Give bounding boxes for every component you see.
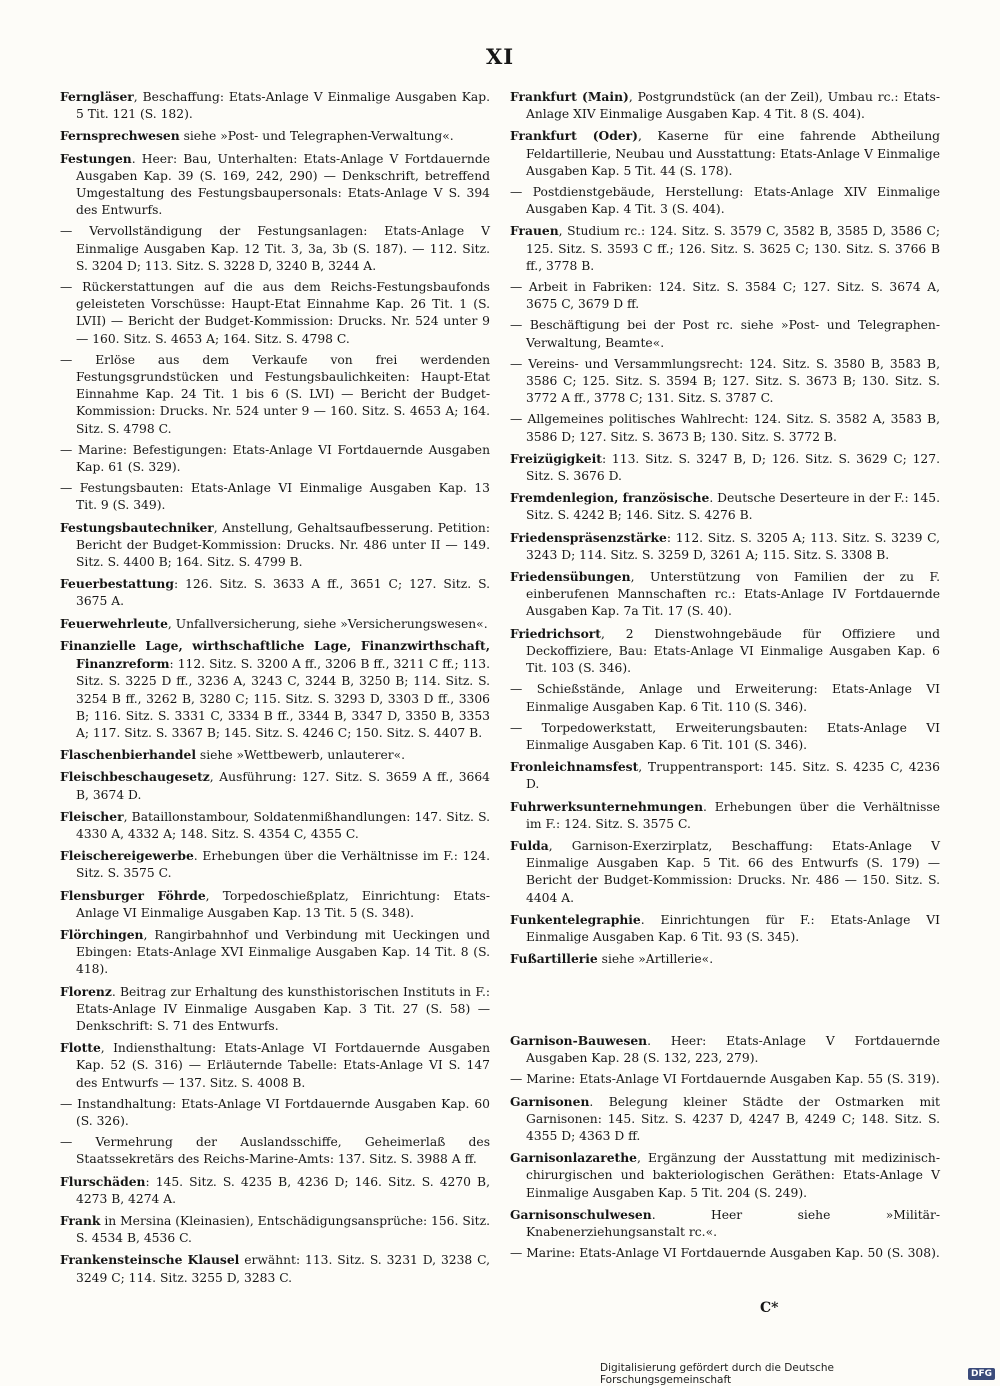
entry-text: — Marine: Etats-Anlage VI Fortdauernde Ausgaben Kap. 50 (S. 308). bbox=[510, 1246, 940, 1261]
entry-headword: Flaschenbierhandel bbox=[60, 747, 196, 763]
entry-text: — Marine: Etats-Anlage VI Fortdauernde Ausgaben Kap. 55 (S. 319). bbox=[510, 1072, 940, 1087]
entry-text: . Einrichtungen für F.: Etats-Anlage VI Einmalige Ausgaben Kap. 6 Tit. 93 (S. 345). bbox=[526, 912, 940, 944]
entry-text: , Indiensthaltung: Etats-Anlage VI Fortdauernde Ausgaben Kap. 52 (S. 316) — Erläuternde Tabelle: Etats-Anlage VI S. 147 des Entwurfs — 137. Sitz. S. 4008 B. bbox=[76, 1041, 490, 1090]
index-entry bbox=[60, 637, 490, 742]
entry-headword: Feuerbestattung bbox=[60, 576, 174, 592]
index-entry bbox=[60, 926, 490, 979]
entry-headword: Frankensteinsche Klausel bbox=[60, 1252, 240, 1268]
index-entry bbox=[510, 1149, 940, 1202]
entry-text: . Heer: Bau, Unterhalten: Etats-Anlage V Fortdauernde Ausgaben Kap. 39 (S. 169, 242, 290) — Denkschrift, betreffend Umgestaltung des Festungsbaupersonals: Etats-Anlage V S. 394 des Entwurfs. bbox=[76, 151, 490, 218]
entry-text: , Truppentransport: 145. Sitz. S. 4235 C, 4236 D. bbox=[526, 760, 940, 792]
index-entry bbox=[60, 983, 490, 1036]
index-entry bbox=[60, 847, 490, 882]
entry-text: — Festungsbauten: Etats-Anlage VI Einmalige Ausgaben Kap. 13 Tit. 9 (S. 349). bbox=[60, 481, 490, 513]
entry-headword: Garnisonlazarethe bbox=[510, 1150, 637, 1166]
index-entry bbox=[60, 1251, 490, 1286]
entry-text: , Kaserne für eine fahrende Abtheilung Feldartillerie, Neubau und Ausstattung: Etats-Anlage V Einmalige Ausgaben Kap. 5 Tit. 44 (S. 178). bbox=[526, 129, 940, 178]
index-entry bbox=[510, 1071, 940, 1088]
entry-headword: Flörchingen bbox=[60, 926, 144, 942]
index-entry bbox=[60, 519, 490, 572]
index-entry bbox=[60, 480, 490, 514]
index-entry bbox=[510, 411, 940, 445]
entry-text: , Unfallversicherung, siehe »Versicherungswesen«. bbox=[167, 616, 488, 631]
entry-headword: Friedensübungen bbox=[510, 569, 631, 585]
entry-headword: Festungen bbox=[60, 150, 132, 166]
index-entry bbox=[510, 356, 940, 408]
entry-headword: Ferngläser bbox=[60, 89, 134, 104]
entry-text: — Allgemeines politisches Wahlrecht: 124. Sitz. S. 3582 A, 3583 B, 3586 D; 127. Sitz. S. 3673 B; 130. Sitz. S. 3772 B. bbox=[510, 412, 940, 444]
entry-text: — Vermehrung der Auslandsschiffe, Geheimerlaß des Staatssekretärs des Reichs-Marine-Amts: 137. Sitz. S. 3988 A ff. bbox=[60, 1135, 490, 1167]
entry-headword: Frauen bbox=[510, 223, 559, 239]
index-entry bbox=[510, 450, 940, 485]
index-entry bbox=[510, 279, 940, 313]
entry-text: , Anstellung, Gehaltsaufbesserung. Petition: Bericht der Budget-Kommission: Drucks. Nr. 486 unter II — 149. Sitz. S. 4400 B; 164. Sitz. S. 4799 B. bbox=[76, 520, 490, 570]
index-entry bbox=[60, 88, 490, 123]
entry-text: , Torpedoschießplatz, Einrichtung: Etats-Anlage VI Einmalige Ausgaben Kap. 13 Tit. 5 (S. 348). bbox=[76, 888, 490, 920]
index-entry bbox=[60, 1173, 490, 1208]
entry-text: — Erlöse aus dem Verkaufe von frei werdenden Festungsgrundstücken und Festungsbaulichkeiten: Haupt-Etat Einnahme Kap. 24 Tit. 1 bis 6 (S. LVI) — Bericht der Budget-Kommission: Drucks. Nr. 524 unter 9 — 160. Sitz. S. 4653 A; 164. Sitz. S. 4798 C. bbox=[60, 352, 490, 436]
entry-text: : 126. Sitz. S. 3633 A ff., 3651 C; 127. Sitz. S. 3675 A. bbox=[76, 577, 490, 609]
entry-text: , Studium rc.: 124. Sitz. S. 3579 C, 3582 B, 3585 D, 3586 C; 125. Sitz. S. 3593 C ff.; 126. Sitz. S. 3625 C; 130. Sitz. S. 3766 B ff., 3778 B. bbox=[526, 224, 940, 273]
index-entry bbox=[510, 184, 940, 218]
index-entry bbox=[60, 223, 490, 275]
index-entry bbox=[510, 1032, 940, 1067]
entry-text: erwähnt: 113. Sitz. S. 3231 D, 3238 C, 3249 C; 114. Sitz. 3255 D, 3283 C. bbox=[76, 1253, 490, 1285]
index-entry bbox=[510, 489, 940, 524]
entry-text: . Beitrag zur Erhaltung des kunsthistorischen Instituts in F.: Etats-Anlage IV Einmalige Ausgaben Kap. 3 Tit. 27 (S. 58) — Denkschrift: S. 71 des Entwurfs. bbox=[76, 984, 490, 1033]
signature-mark: C* bbox=[760, 1300, 779, 1316]
entry-text: — Vereins- und Versammlungsrecht: 124. Sitz. S. 3580 B, 3583 B, 3586 C; 125. Sitz. S. 3594 B; 127. Sitz. S. 3673 B; 130. Sitz. S. 3772 A ff., 3778 C; 131. Sitz. S. 3787 C. bbox=[510, 356, 940, 406]
entry-headword: Flotte bbox=[60, 1040, 101, 1056]
entry-headword: Fernsprechwesen bbox=[60, 128, 180, 144]
entry-text: — Beschäftigung bei der Post rc. siehe »Post- und Telegraphen-Verwaltung, Beamte«. bbox=[510, 318, 940, 350]
right-column-lower bbox=[510, 1032, 940, 1266]
entry-text: — Postdienstgebäude, Herstellung: Etats-Anlage XIV Einmalige Ausgaben Kap. 4 Tit. 3 (S. 404). bbox=[510, 185, 940, 217]
entry-text: in Mersina (Kleinasien), Entschädigungsansprüche: 156. Sitz. S. 4534 B, 4536 C. bbox=[76, 1213, 491, 1246]
entry-text: — Marine: Befestigungen: Etats-Anlage VI Fortdauernde Ausgaben Kap. 61 (S. 329). bbox=[60, 442, 490, 475]
index-entry bbox=[60, 352, 490, 438]
entry-headword: Garnisonen bbox=[510, 1093, 590, 1109]
entry-text: . Heer: Etats-Anlage V Fortdauernde Ausgaben Kap. 28 (S. 132, 223, 279). bbox=[526, 1034, 940, 1066]
index-entry bbox=[60, 442, 490, 476]
entry-headword: Fremdenlegion, französische bbox=[510, 490, 710, 506]
index-entry bbox=[510, 1093, 940, 1146]
index-entry bbox=[510, 837, 940, 907]
entry-text: , Unterstützung von Familien der zu F. einberufenen Mannschaften rc.: Etats-Anlage IV Fortdauernde Ausgaben Kap. 7a Tit. 17 (S. 40). bbox=[526, 570, 940, 619]
index-entry bbox=[510, 529, 940, 564]
index-entry bbox=[60, 887, 490, 922]
footer-text: Digitalisierung gefördert durch die Deutsche Forschungsgemeinschaft bbox=[600, 1362, 834, 1386]
index-entry bbox=[510, 625, 940, 678]
index-entry bbox=[510, 681, 940, 715]
entry-headword: Friedenspräsenzstärke bbox=[510, 529, 667, 545]
entry-headword: Finanzielle Lage, wirthschaftliche Lage, Finanzwirthschaft, Finanzreform bbox=[60, 637, 490, 672]
index-entry bbox=[510, 1206, 940, 1241]
entry-text: : 113. Sitz. S. 3247 B, D; 126. Sitz. S. 3629 C; 127. Sitz. S. 3676 D. bbox=[526, 451, 940, 484]
index-entry bbox=[60, 746, 490, 764]
entry-text: : 112. Sitz. S. 3200 A ff., 3206 B ff., 3211 C ff.; 113. Sitz. S. 3225 D ff., 3236 A, 3243 C, 3244 B, 3250 B; 114. Sitz. S. 3254 B ff., 3262 B, 3280 C; 115. Sitz. S. 3293 D, 3303 D ff., 3306 B; 116. Sitz. S. 3331 C, 3334 B ff., 3344 B, 3347 D, 3350 B, 3353 A; 117. Sitz. S. 3367 B; 145. Sitz. S. 4246 C; 150. Sitz. S. 4407 B. bbox=[76, 657, 490, 740]
entry-text: , Garnison-Exerzirplatz, Beschaffung: Etats-Anlage V Einmalige Ausgaben Kap. 5 Tit. 66 des Entwurfs (S. 179) — Bericht der Budget-Kommission: Drucks. Nr. 486 — 150. Sitz. S. 4404 A. bbox=[526, 838, 940, 905]
index-entry bbox=[60, 1134, 490, 1168]
entry-text: . Heer siehe »Militär-Knabenerziehungsanstalt rc.«. bbox=[526, 1207, 940, 1240]
entry-headword: Fleischer bbox=[60, 808, 124, 824]
index-entry bbox=[60, 127, 490, 145]
entry-text: , Bataillonstambour, Soldatenmißhandlungen: 147. Sitz. S. 4330 A, 4332 A; 148. Sitz. S. 4354 C, 4355 C. bbox=[76, 809, 490, 841]
entry-text: , Ausführung: 127. Sitz. S. 3659 A ff., 3664 B, 3674 D. bbox=[76, 770, 490, 802]
entry-text: — Schießstände, Anlage und Erweiterung: Etats-Anlage VI Einmalige Ausgaben Kap. 6 Tit. 110 (S. 346). bbox=[510, 682, 940, 714]
entry-text: — Torpedowerkstatt, Erweiterungsbauten: Etats-Anlage VI Einmalige Ausgaben Kap. 6 Tit. 101 (S. 346). bbox=[510, 720, 940, 752]
entry-text: , Ergänzung der Ausstattung mit medizinisch-chirurgischen und bakteriologischen Geräthen: Etats-Anlage V Einmalige Ausgaben Kap. 5 Tit. 204 (S. 249). bbox=[526, 1151, 940, 1200]
entry-text: siehe »Wettbewerb, unlauterer«. bbox=[196, 748, 406, 763]
index-entry bbox=[510, 1245, 940, 1262]
entry-text: , 2 Dienstwohngebäude für Offiziere und Deckoffiziere, Bau: Etats-Anlage VI Einmalige Ausgaben Kap. 6 Tit. 103 (S. 346). bbox=[526, 626, 940, 676]
entry-text: , Postgrundstück (an der Zeil), Umbau rc.: Etats-Anlage XIV Einmalige Ausgaben Kap. 4 Tit. 8 (S. 404). bbox=[526, 90, 941, 122]
entry-headword: Freizügigkeit bbox=[510, 450, 602, 466]
index-entry bbox=[510, 950, 940, 968]
entry-headword: Frankfurt (Main) bbox=[510, 89, 629, 104]
index-entry bbox=[60, 575, 490, 610]
entry-headword: Festungsbautechniker bbox=[60, 519, 214, 535]
entry-headword: Funkentelegraphie bbox=[510, 911, 641, 927]
entry-text: siehe »Artillerie«. bbox=[597, 952, 714, 967]
entry-text: . Erhebungen über die Verhältnisse im F.: 124. Sitz. S. 3575 C. bbox=[76, 849, 490, 881]
index-entry bbox=[60, 150, 490, 220]
dfg-logo-icon: DFG bbox=[968, 1368, 995, 1380]
entry-text: — Rückerstattungen auf die aus dem Reichs-Festungsbaufonds geleisteten Vorschüsse: Haupt-Etat Einnahme Kap. 26 Tit. 1 (S. LVII) — Bericht der Budget-Kommission: Drucks. Nr. 524 unter 9 — 160. Sitz. S. 4653 A; 164. Sitz. S. 4798 C. bbox=[60, 280, 490, 346]
index-entry bbox=[60, 279, 490, 348]
entry-headword: Frankfurt (Oder) bbox=[510, 128, 638, 144]
entry-headword: Fleischereigewerbe bbox=[60, 848, 194, 864]
index-entry bbox=[510, 317, 940, 351]
entry-headword: Feuerwehrleute bbox=[60, 615, 168, 631]
index-entry bbox=[510, 568, 940, 621]
footer bbox=[600, 1362, 995, 1386]
index-entry bbox=[510, 88, 940, 123]
page-number: XI bbox=[485, 44, 515, 69]
entry-text: — Arbeit in Fabriken: 124. Sitz. S. 3584 C; 127. Sitz. S. 3674 A, 3675 C, 3679 D ff. bbox=[510, 280, 940, 312]
entry-headword: Flurschäden bbox=[60, 1173, 146, 1189]
index-entry bbox=[60, 1096, 490, 1130]
entry-text: siehe »Post- und Telegraphen-Verwaltung«. bbox=[179, 129, 454, 144]
entry-text: — Instandhaltung: Etats-Anlage VI Fortdauernde Ausgaben Kap. 60 (S. 326). bbox=[60, 1096, 490, 1128]
entry-headword: Fuhrwerksunternehmungen bbox=[510, 798, 704, 814]
entry-headword: Fronleichnamsfest bbox=[510, 759, 639, 775]
index-entry bbox=[510, 127, 940, 180]
entry-headword: Frank bbox=[60, 1212, 101, 1228]
index-entry bbox=[510, 911, 940, 946]
index-entry bbox=[60, 615, 490, 633]
entry-headword: Fleischbeschaugesetz bbox=[60, 769, 210, 785]
index-entry bbox=[60, 1039, 490, 1092]
left-column bbox=[60, 88, 490, 1291]
entry-headword: Fußartillerie bbox=[510, 951, 598, 967]
index-entry bbox=[60, 768, 490, 803]
entry-text: : 112. Sitz. S. 3205 A; 113. Sitz. S. 3239 C, 3243 D; 114. Sitz. S. 3259 D, 3261 A; 115. Sitz. S. 3308 B. bbox=[526, 530, 940, 562]
index-entry bbox=[510, 758, 940, 793]
entry-text: — Vervollständigung der Festungsanlagen: Etats-Anlage V Einmalige Ausgaben Kap. 12 Tit. 3, 3a, 3b (S. 187). — 112. Sitz. S. 3204 D; 113. Sitz. S. 3228 D, 3240 B, 3244 A. bbox=[60, 224, 490, 273]
entry-text: , Beschaffung: Etats-Anlage V Einmalige Ausgaben Kap. 5 Tit. 121 (S. 182). bbox=[76, 90, 490, 122]
entry-headword: Florenz bbox=[60, 983, 112, 999]
entry-text: , Rangirbahnhof und Verbindung mit Ueckingen und Ebingen: Etats-Anlage XVI Einmalige Ausgaben Kap. 14 Tit. 8 (S. 418). bbox=[76, 927, 490, 977]
index-entry bbox=[510, 798, 940, 833]
entry-headword: Friedrichsort bbox=[510, 625, 601, 641]
entry-headword: Garnisonschulwesen bbox=[510, 1206, 652, 1222]
entry-text: . Deutsche Deserteure in der F.: 145. Sitz. S. 4242 B; 146. Sitz. S. 4276 B. bbox=[526, 491, 940, 523]
entry-text: . Erhebungen über die Verhältnisse im F.: 124. Sitz. S. 3575 C. bbox=[526, 799, 940, 831]
entry-headword: Flensburger Föhrde bbox=[60, 887, 206, 903]
index-entry bbox=[510, 720, 940, 754]
index-entry bbox=[60, 1212, 490, 1247]
entry-text: . Belegung kleiner Städte der Ostmarken mit Garnisonen: 145. Sitz. S. 4237 D, 4247 B, 4249 C; 148. Sitz. S. 4355 D; 4363 D ff. bbox=[526, 1094, 940, 1144]
index-entry bbox=[60, 808, 490, 843]
index-entry bbox=[510, 222, 940, 275]
entry-headword: Garnison-Bauwesen bbox=[510, 1033, 648, 1048]
entry-text: : 145. Sitz. S. 4235 B, 4236 D; 146. Sitz. S. 4270 B, 4273 B, 4274 A. bbox=[76, 1174, 490, 1206]
entry-headword: Fulda bbox=[510, 837, 549, 853]
right-column-upper bbox=[510, 88, 940, 972]
